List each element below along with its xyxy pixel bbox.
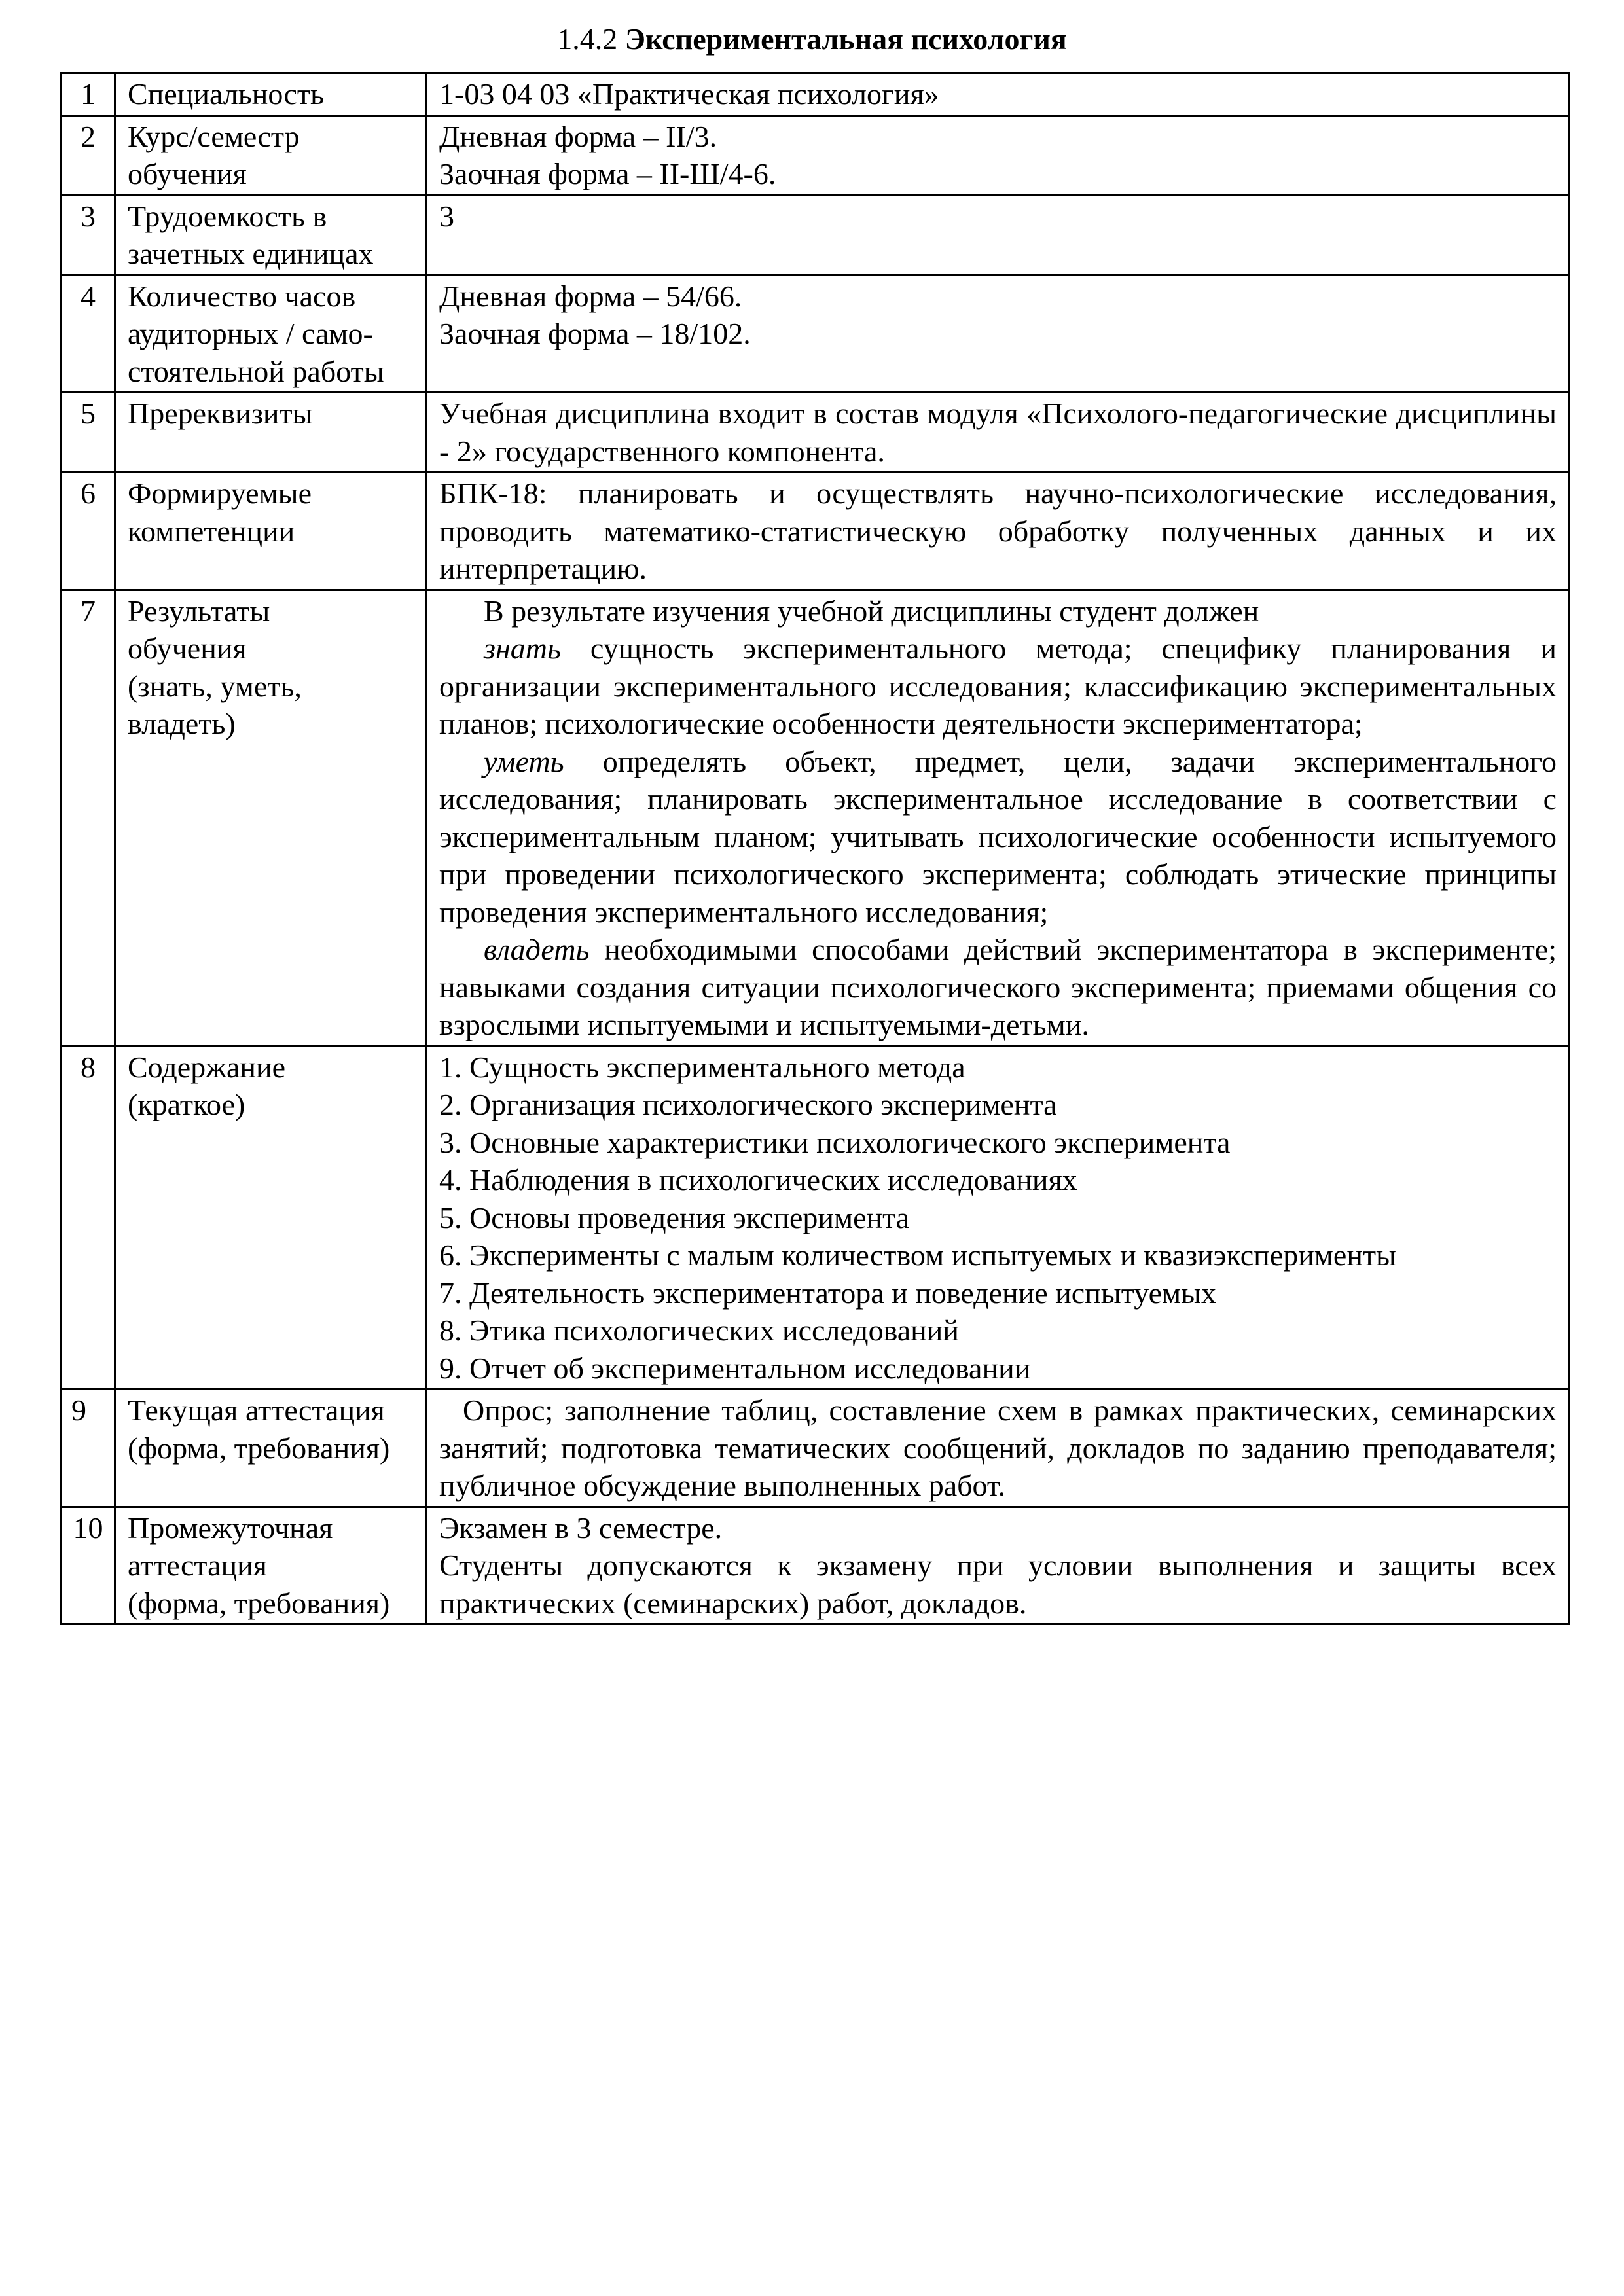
row-label [115, 115, 427, 195]
row-value [427, 195, 1570, 275]
row-number: 3 [62, 195, 115, 275]
row-number: 5 [62, 393, 115, 473]
row-value [427, 1390, 1570, 1507]
row-value [427, 73, 1570, 116]
row-label-line: Пререквизиты [128, 397, 313, 430]
know-text: сущность экспериментального метода; специфику планирования и организации экспериментального исследования; классификацию экспериментальных планов; психологические особенности деятельности экспериментатора; [439, 632, 1557, 740]
content-item: 2. Организация психологического эксперимента [439, 1088, 1057, 1121]
content-item: 9. Отчет об экспериментальном исследовании [439, 1351, 1031, 1385]
row-label-line: Курс/семестр [128, 119, 300, 153]
row-label-line: Текущая аттестация [128, 1393, 385, 1427]
row-label-line: Специальность [128, 77, 324, 111]
row-label-line: аудиторных / само- [128, 317, 373, 350]
course-description-table [60, 72, 1570, 1625]
content-item: 6. Эксперименты с малым количеством испытуемых и квазиэксперименты [439, 1238, 1396, 1272]
row-label [115, 473, 427, 590]
table-row [62, 393, 1570, 473]
content-item: 4. Наблюдения в психологических исследованиях [439, 1163, 1077, 1196]
content-item: 8. Этика психологических исследований [439, 1314, 959, 1347]
row-value [427, 115, 1570, 195]
row-label [115, 195, 427, 275]
row-value [427, 473, 1570, 590]
row-label-line: (краткое) [128, 1088, 245, 1121]
table-row [62, 1507, 1570, 1624]
outcomes-own [439, 931, 1557, 1044]
row-label-line: (форма, требования) [128, 1431, 390, 1465]
row-label-line: Формируемые [128, 476, 312, 510]
row-label-line: (форма, требования) [128, 1586, 390, 1620]
table-row [62, 195, 1570, 275]
table-row [62, 1046, 1570, 1390]
exam-requirements: Студенты допускаются к экзамену при условии выполнения и защиты всех практических (семинарских) работ, докладов. [439, 1549, 1557, 1620]
content-item: 3. Основные характеристики психологического эксперимента [439, 1125, 1231, 1159]
content-item: 1. Сущность экспериментального метода [439, 1050, 965, 1084]
row-label-line: (знать, уметь, [128, 669, 302, 703]
row-value [427, 1507, 1570, 1624]
row-label-line: зачетных единицах [128, 237, 374, 270]
content-item: 7. Деятельность экспериментатора и поведение испытуемых [439, 1276, 1217, 1310]
credits-value: 3 [439, 199, 454, 233]
row-number: 1 [62, 73, 115, 116]
row-number: 9 [62, 1390, 115, 1507]
section-number: 1.4.2 [557, 22, 618, 56]
own-text: необходимыми способами действий экспериментатора в эксперименте; навыками создания ситуации психологического эксперимента; приемами общения со взрослыми испытуемыми и испытуемыми-детьми. [439, 933, 1557, 1041]
row-number: 8 [62, 1046, 115, 1390]
outcomes-know [439, 630, 1557, 743]
row-label-line: стоятельной работы [128, 354, 384, 388]
row-label [115, 1507, 427, 1624]
row-value [427, 393, 1570, 473]
row-number: 2 [62, 115, 115, 195]
exam-value: Экзамен в 3 семестре. [439, 1511, 723, 1545]
row-label-line: Содержание [128, 1050, 286, 1084]
outcomes-intro: В результате изучения учебной дисциплины студент должен [484, 594, 1259, 628]
table-row [62, 1390, 1570, 1507]
row-label [115, 590, 427, 1046]
row-number: 10 [62, 1507, 115, 1624]
know-keyword: знать [484, 632, 561, 665]
row-label-line: Результаты [128, 594, 270, 628]
value-line: Заочная форма – 18/102. [439, 317, 751, 350]
own-keyword: владеть [484, 933, 590, 966]
table-row [62, 115, 1570, 195]
value-line: Дневная форма – 54/66. [439, 279, 742, 313]
outcomes-can [439, 743, 1557, 931]
prerequisites-value: Учебная дисциплина входит в состав модуля «Психолого-педагогические дисциплины - 2» государственного компонента. [439, 397, 1557, 468]
row-label-line: Количество часов [128, 279, 356, 313]
content-item: 5. Основы проведения эксперимента [439, 1200, 910, 1234]
row-label [115, 73, 427, 116]
row-label [115, 1390, 427, 1507]
row-label-line: аттестация [128, 1549, 267, 1582]
section-title: Экспериментальная психология [624, 22, 1067, 56]
row-label [115, 393, 427, 473]
row-label [115, 275, 427, 393]
table-row [62, 73, 1570, 116]
can-keyword: уметь [484, 744, 564, 778]
current-assessment-value: Опрос; заполнение таблиц, составление схем в рамках практических, семинарских занятий; подготовка тематических сообщений, докладов по заданию преподавателя; публичное обсуждение выполненных работ. [439, 1393, 1557, 1502]
competencies-value: БПК-18: планировать и осуществлять научно-психологические исследования, проводить математико-статистическую обработку полученных данных и их интерпретацию. [439, 476, 1557, 585]
row-number: 6 [62, 473, 115, 590]
row-value [427, 275, 1570, 393]
row-label-line: владеть) [128, 707, 236, 740]
value-line: Дневная форма – II/3. [439, 119, 717, 153]
specialty-value: 1-03 04 03 «Практическая психология» [439, 77, 939, 111]
row-label [115, 1046, 427, 1390]
row-label-line: Трудоемкость в [128, 199, 327, 233]
row-label-line: компетенции [128, 514, 295, 548]
row-label-line: обучения [128, 157, 247, 190]
row-value [427, 1046, 1570, 1390]
value-line: Заочная форма – II-Ш/4-6. [439, 157, 776, 190]
can-text: определять объект, предмет, цели, задачи экспериментального исследования; планировать экспериментальное исследование в соответствии с экспериментальным планом; учитывать психологические особенности испытуемого при проведении психологического эксперимента; соблюдать этические принципы проведения экспериментального исследования; [439, 744, 1557, 929]
table-row [62, 473, 1570, 590]
page-title [0, 18, 1624, 60]
row-number: 7 [62, 590, 115, 1046]
row-label-line: обучения [128, 632, 247, 665]
row-number: 4 [62, 275, 115, 393]
row-value [427, 590, 1570, 1046]
table-row [62, 590, 1570, 1046]
table-row [62, 275, 1570, 393]
row-label-line: Промежуточная [128, 1511, 333, 1545]
